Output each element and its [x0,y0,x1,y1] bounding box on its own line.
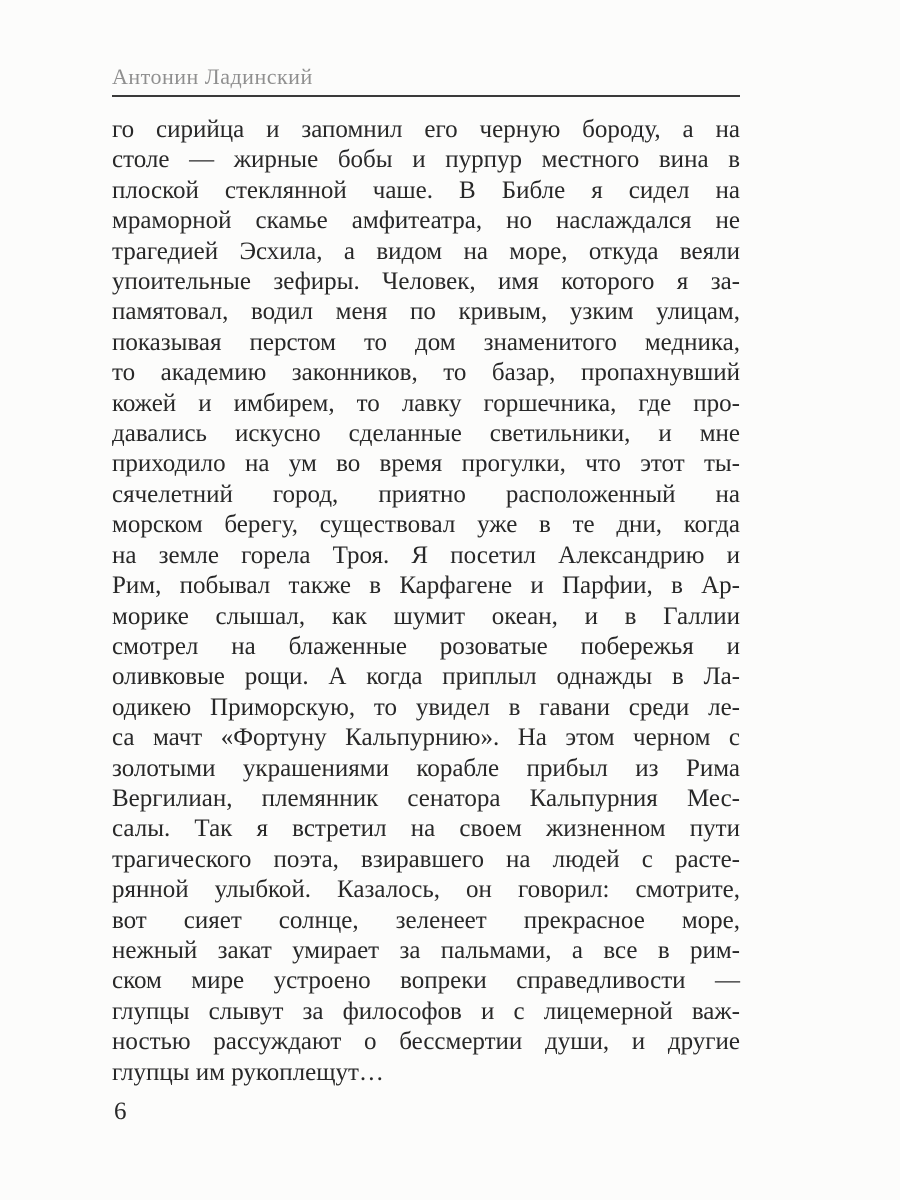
text-line: одикею Приморскую, то увидел в гавани среди ле- [112,693,740,721]
text-line: глупцы слывут за философов и с лицемерной важ- [112,997,740,1025]
text-line: го сирийца и запомнил его черную бороду, а на [112,116,740,143]
text-line: кожей и имбирем, то лавку горшечника, где про- [112,389,740,417]
text-line: оливковые рощи. А когда приплыл однажды в Ла- [112,663,740,691]
body-text [112,115,740,1088]
text-line: морике слышал, как шумит океан, и в Галлии [112,602,740,630]
text-line: ском мире устроено вопреки справедливости — [112,967,740,995]
text-line: морском берегу, существовал уже в те дни, когда [112,511,740,539]
text-line: то академию законников, то базар, пропахнувший [112,359,740,387]
text-line: приходило на ум во время прогулки, что этот ты- [112,450,740,478]
text-line: нежный закат умирает за пальмами, а все в рим- [112,936,740,964]
text-line: давались искусно сделанные светильники, и мне [112,420,740,448]
header-rule [112,95,740,97]
text-line: глупцы им рукоплещут… [112,1058,384,1086]
text-line: Рим, побывал также в Карфагене и Парфии, в Ар- [112,572,740,600]
text-line: мраморной скамье амфитеатра, но наслаждался не [112,207,740,235]
text-line: смотрел на блаженные розоватые побережья и [112,632,740,660]
text-line: упоительные зефиры. Человек, имя которого я за- [112,268,740,296]
text-line: столе — жирные бобы и пурпур местного вина в [112,146,740,174]
page-number: 6 [114,1098,127,1125]
text-line: сячелетний город, приятно расположенный на [112,480,740,508]
text-line: салы. Так я встретил на своем жизненном пути [112,815,740,843]
text-line: ностью рассуждают о бессмертии души, и другие [112,1028,740,1056]
running-header: Антонин Ладинский [112,64,313,89]
text-line: трагедией Эсхила, а видом на море, откуда веяли [112,237,740,265]
text-line: рянной улыбкой. Казалось, он говорил: смотрите, [112,876,740,904]
text-line: показывая перстом то дом знаменитого медника, [112,328,740,356]
text-line: Вергилиан, племянник сенатора Кальпурния Мес- [112,784,740,812]
text-line: вот сияет солнце, зеленеет прекрасное море, [112,906,740,934]
text-column [112,0,740,1088]
text-line: трагического поэта, взиравшего на людей с расте- [112,845,740,873]
text-line: плоской стеклянной чаше. В Библе я сидел на [112,176,740,204]
text-line: на земле горела Троя. Я посетил Александрию и [112,541,740,569]
text-line: золотыми украшениями корабле прибыл из Рима [112,754,740,782]
text-line: памятовал, водил меня по кривым, узким улицам, [112,298,740,326]
text-line: са мачт «Фортуну Кальпурнию». На этом черном с [112,724,740,752]
